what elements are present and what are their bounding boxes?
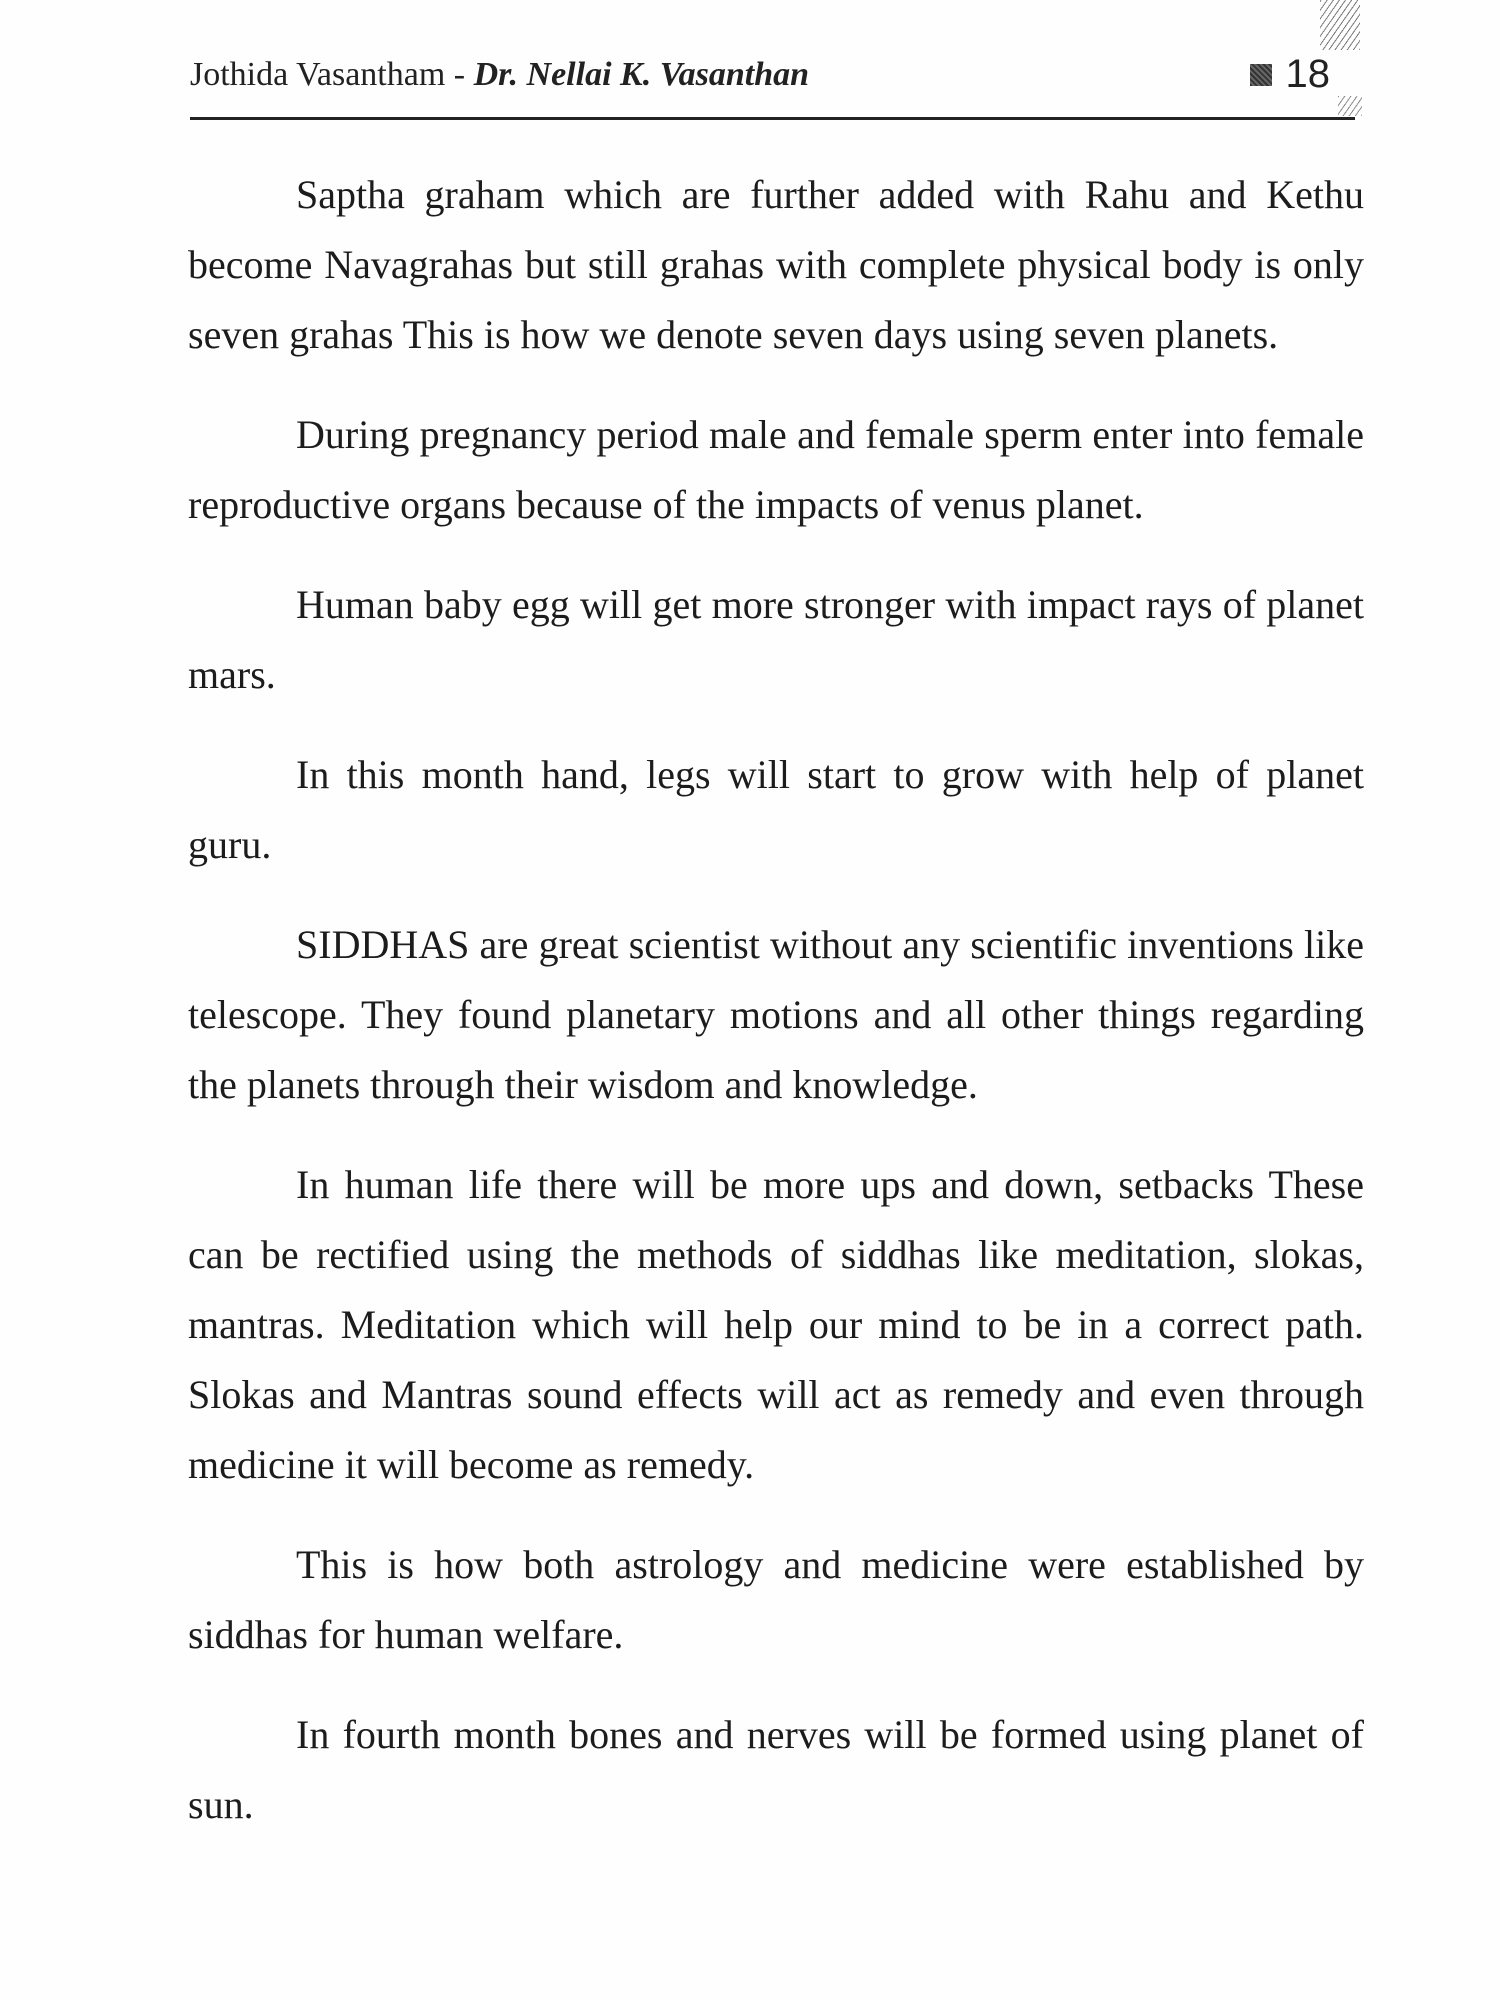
paragraph-pregnancy: During pregnancy period male and female sperm enter into female reproductive organs because of the impacts of venus planet. <box>188 412 1364 527</box>
body-text <box>188 160 1364 1870</box>
paragraph-guru: In this month hand, legs will start to grow with help of planet guru. <box>188 752 1364 867</box>
author-name: Dr. Nellai K. Vasanthan <box>473 56 810 93</box>
book-title: Jothida Vasantham <box>190 56 446 93</box>
running-header <box>190 50 1360 122</box>
paragraph-siddhas: SIDDHAS are great scientist without any scientific inventions like telescope. They found planetary motions and all other things regarding the planets through their wisdom and knowledge. <box>188 922 1364 1107</box>
header-divider <box>190 117 1355 120</box>
header-title <box>190 56 809 94</box>
page-number: 18 <box>1285 52 1330 96</box>
page-number-block <box>1250 52 1331 97</box>
header-separator: - <box>445 56 474 93</box>
square-bullet-icon <box>1250 64 1272 86</box>
paragraph-remedies: In human life there will be more ups and down, setbacks These can be rectified using the methods of siddhas like meditation, slokas, mantras. Meditation which will help our mind to be in a correct path. Slokas and Mantras sound effects will act as remedy and even through medicine it will become as remedy. <box>188 1162 1364 1487</box>
paragraph-mars: Human baby egg will get more stronger with impact rays of planet mars. <box>188 582 1364 697</box>
paragraph-sun: In fourth month bones and nerves will be formed using planet of sun. <box>188 1712 1364 1827</box>
paragraph-navagrahas: Saptha graham which are further added with Rahu and Kethu become Navagrahas but still grahas with complete physical body is only seven grahas This is how we denote seven days using seven planets. <box>188 172 1364 357</box>
corner-hatch-decoration <box>1320 0 1360 50</box>
paragraph-welfare: This is how both astrology and medicine were established by siddhas for human welfare. <box>188 1542 1364 1657</box>
